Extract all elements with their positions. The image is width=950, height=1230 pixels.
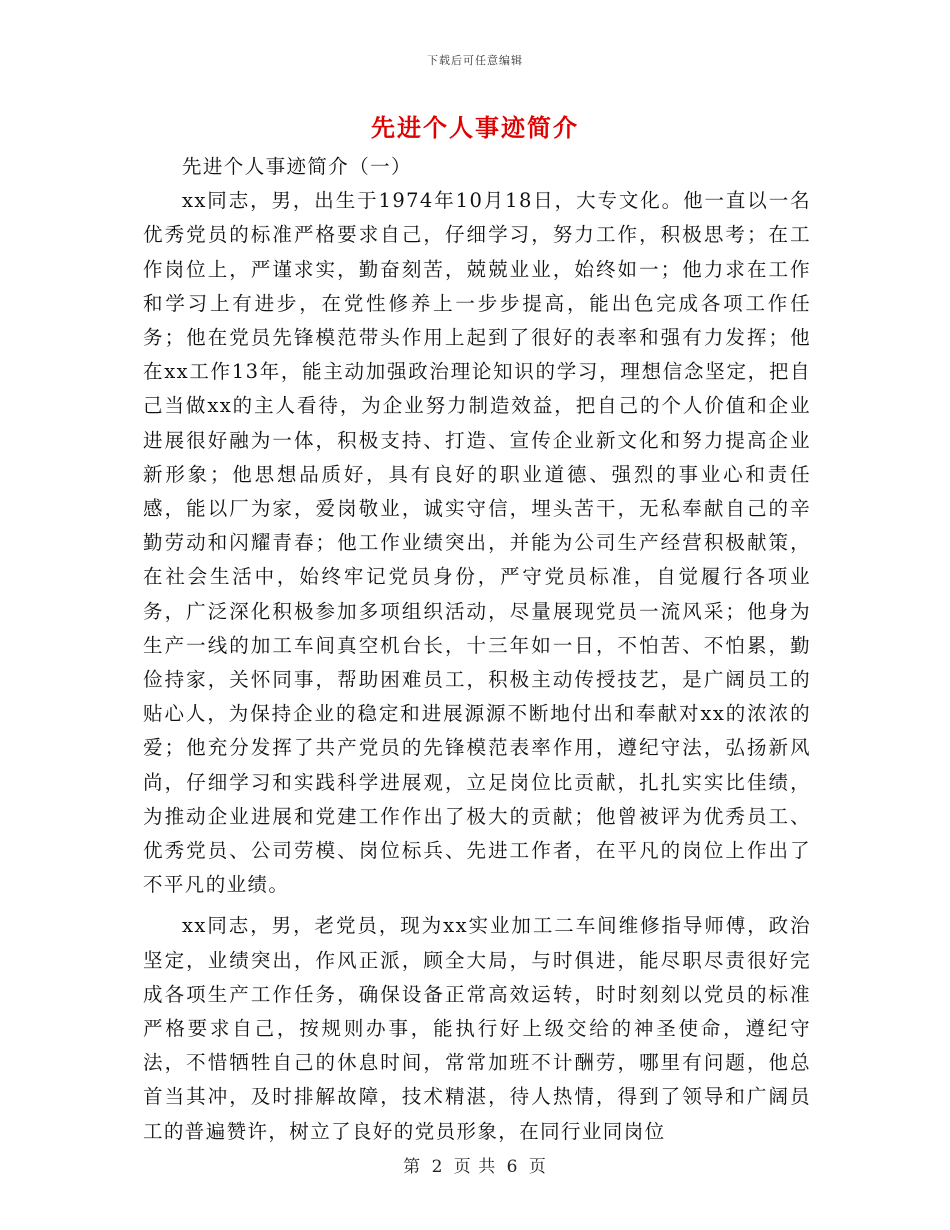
document-subtitle: 先进个人事迹简介（一） [182, 155, 412, 178]
page-label-mid: 页 共 [453, 1157, 497, 1177]
paragraph-2: xx同志，男，老党员，现为xx实业加工二车间维修指导师傅，政治坚定，业绩突出，作风正派，顾全大局，与时俱进，能尽职尽责很好完成各项生产工作任务，确保设备正常高效运转，时时刻刻以党员的标准严格要求自己，按规则办事，能执行好上级交给的神圣使命，遵纪守法，不惜牺牲自己的休息时间，常常加班不计酬劳，哪里有问题，他总首当其冲，及时排解故障，技术精湛，待人热情，得到了领导和广阔员工的普遍赞许，树立了良好的党员形象，在同行业同岗位 [143, 914, 811, 1143]
page-label-prefix: 第 [403, 1157, 422, 1177]
page-header-note: 下载后可任意编辑 [427, 54, 523, 67]
page-footer [0, 1152, 950, 1177]
document-body [143, 150, 811, 1149]
total-pages-number: 6 [506, 1157, 519, 1177]
page-label-suffix: 页 [528, 1157, 547, 1177]
document-title: 先进个人事迹简介 [371, 113, 579, 142]
current-page-number: 2 [431, 1157, 444, 1177]
paragraph-1: xx同志，男，出生于1974年10月18日，大专文化。他一直以一名优秀党员的标准严格要求自己，仔细学习，努力工作，积极思考；在工作岗位上，严谨求实，勤奋刻苦，兢兢业业，始终如一；他力求在工作和学习上有进步，在党性修养上一步步提高，能出色完成各项工作任务；他在党员先锋模范带头作用上起到了很好的表率和强有力发挥；他在xx工作13年，能主动加强政治理论知识的学习，理想信念坚定，把自己当做xx的主人看待，为企业努力制造效益，把自己的个人价值和企业进展很好融为一体，积极支持、打造、宣传企业新文化和努力提高企业新形象；他思想品质好，具有良好的职业道德、强烈的事业心和责任感，能以厂为家，爱岗敬业，诚实守信，埋头苦干，无私奉献自己的辛勤劳动和闪耀青春；他工作业绩突出，并能为公司生产经营积极献策，在社会生活中，始终牢记党员身份，严守党员标准，自觉履行各项业务，广泛深化积极参加多项组织活动，尽量展现党员一流风采；他身为生产一线的加工车间真空机台长，十三年如一日，不怕苦、不怕累，勤俭持家，关怀同事，帮助困难员工，积极主动传授技艺，是广阔员工的贴心人，为保持企业的稳定和进展源源不断地付出和奉献对xx的浓浓的爱；他充分发挥了共产党员的先锋模范表率作用，遵纪守法，弘扬新风尚，仔细学习和实践科学进展观，立足岗位比贡献，扎扎实实比佳绩，为推动企业进展和党建工作作出了极大的贡献；他曾被评为优秀员工、优秀党员、公司劳模、岗位标兵、先进工作者，在平凡的岗位上作出了不平凡的业绩。 [143, 189, 811, 897]
